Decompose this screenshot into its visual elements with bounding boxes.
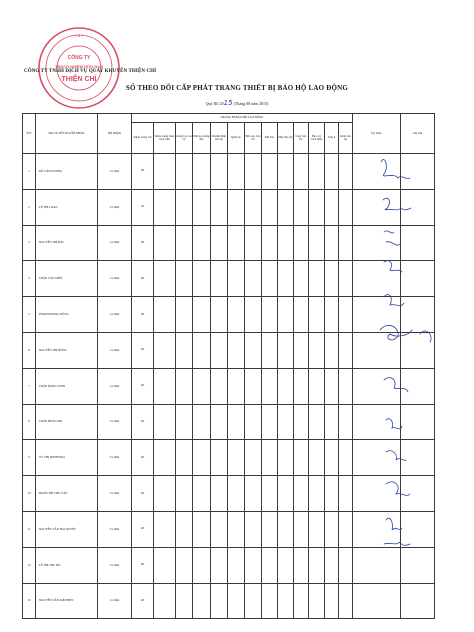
ppe-cell [262,511,278,547]
ppe-cell [245,225,262,261]
col-header: Khẩu trang than hoạt tính [154,123,176,154]
col-header: Bao tay cách điện [309,123,325,154]
row-number: 12 [23,547,36,583]
ppe-cell [154,547,176,583]
ppe-cell [278,189,294,225]
ppe-cell [278,476,294,512]
period-suffix: (Tháng 08 năm 2015) [233,101,269,106]
row-number: 6 [23,332,36,368]
ppe-cell [294,440,309,476]
ppe-cell [245,476,262,512]
signature-cell [353,511,401,547]
col-header: Mặt nạ phòng độc [193,123,211,154]
employee-name: ĐỖ VĂN DƯƠNG [36,154,98,190]
ppe-cell [294,154,309,190]
svg-text:TRÁCH NHIỆM HỮU HẠN: TRÁCH NHIỆM HỮU HẠN [55,64,103,69]
ppe-cell [228,583,245,619]
note-cell [401,297,435,333]
department: Cơ điện [98,368,132,404]
ppe-cell [325,476,339,512]
ppe-cell [211,404,228,440]
ppe-cell [294,511,309,547]
ppe-cell [262,547,278,583]
ppe-cell [294,547,309,583]
table-row [23,332,435,368]
ppe-cell [325,261,339,297]
ppe-cell [278,440,294,476]
col-header: STT [23,114,36,154]
ppe-cell [325,547,339,583]
ppe-cell [309,404,325,440]
note-cell [401,511,435,547]
table-row [23,440,435,476]
ppe-cell [339,332,353,368]
mask-quantity: 10 [132,189,154,225]
ppe-cell [278,332,294,368]
ppe-cell [193,368,211,404]
svg-text:• 0 •: • 0 • [75,33,83,38]
ppe-cell [211,440,228,476]
note-cell [401,154,435,190]
mask-quantity: 20 [132,511,154,547]
employee-name: NGUYỄN VĂN HẢI QUYẾT [36,511,98,547]
ppe-cell [262,332,278,368]
row-number: 5 [23,297,36,333]
ppe-cell [154,297,176,333]
ppe-cell [228,261,245,297]
ppe-cell [309,547,325,583]
signature-cell [353,440,401,476]
ppe-cell [228,440,245,476]
ppe-cell [176,404,193,440]
period-prefix: Quý III/ 20 [205,101,224,106]
ppe-cell [245,261,262,297]
department: Cơ điện [98,261,132,297]
seal-line-1: CÔNG TY [67,55,91,61]
ppe-cell [325,440,339,476]
employee-name: ĐOÀN THỊ THU VÂN [36,476,98,512]
ppe-cell [262,225,278,261]
table-row [23,154,435,190]
department: Cơ điện [98,404,132,440]
row-number: 13 [23,583,36,619]
ppe-cell [262,404,278,440]
group-header: TRANG BỊ BẢO HỘ LAO ĐỘNG [132,114,353,123]
ppe-cell [176,332,193,368]
ppe-cell [339,225,353,261]
ppe-cell [193,225,211,261]
ppe-cell [278,583,294,619]
ppe-cell [245,154,262,190]
ppe-cell [193,511,211,547]
table-row [23,261,435,297]
ppe-cell [211,189,228,225]
ppe-cell [278,511,294,547]
signature-cell [353,261,401,297]
col-header: Khánh hình bảo hộ [211,123,228,154]
mask-quantity: 20 [132,404,154,440]
employee-name: VŨ THỊ MINH HOA [36,440,98,476]
ppe-cell [309,297,325,333]
ppe-cell [339,547,353,583]
row-number: 10 [23,476,36,512]
ppe-cell [309,440,325,476]
col-header: Giày bảo hộ [294,123,309,154]
ppe-cell [262,154,278,190]
ppe-cell [154,440,176,476]
ppe-cell [245,404,262,440]
mask-quantity: 20 [132,297,154,333]
ppe-cell [339,189,353,225]
ppe-cell [228,297,245,333]
col-header: Quần áo [228,123,245,154]
ppe-cell [211,332,228,368]
ppe-cell [339,297,353,333]
ppe-cell [339,511,353,547]
ppe-cell [228,476,245,512]
table-row [23,476,435,512]
ppe-cell [294,261,309,297]
ppe-cell [176,225,193,261]
table-row [23,189,435,225]
ppe-cell [245,511,262,547]
ppe-cell [262,368,278,404]
col-header: Găng tay cao su [176,123,193,154]
col-header: Kính bảo hộ [339,123,353,154]
mask-quantity: 20 [132,583,154,619]
ppe-cell [309,189,325,225]
ppe-cell [211,476,228,512]
employee-name: NGUYỄN VĂN KIM HIỀN [36,583,98,619]
ppe-cell [211,547,228,583]
ppe-cell [193,476,211,512]
ppe-cell [154,476,176,512]
ppe-cell [325,583,339,619]
ppe-cell [325,368,339,404]
signature-cell [353,476,401,512]
ppe-cell [193,583,211,619]
ppe-cell [228,332,245,368]
ppe-cell [245,547,262,583]
row-number: 11 [23,511,36,547]
signature-cell [353,368,401,404]
ppe-cell [294,189,309,225]
ppe-cell [193,154,211,190]
note-cell [401,261,435,297]
ppe-cell [228,225,245,261]
employee-name: NGUYỄN THỊ HẢI [36,225,98,261]
department: Cơ điện [98,547,132,583]
ppe-cell [193,404,211,440]
ppe-cell [278,261,294,297]
ppe-cell [339,261,353,297]
ppe-cell [339,440,353,476]
col-header: Khẩu trang vải [132,123,154,154]
ppe-cell [245,189,262,225]
note-cell [401,332,435,368]
row-number: 9 [23,440,36,476]
table-row [23,225,435,261]
department: Cơ điện [98,332,132,368]
mask-quantity: 20 [132,261,154,297]
ppe-cell [245,583,262,619]
ppe-cell [228,368,245,404]
col-header: Mũ bảo [262,123,278,154]
ppe-cell [245,440,262,476]
employee-name: TRẦN VĂN GIÊN [36,261,98,297]
ppe-cell [294,368,309,404]
ppe-cell [262,297,278,333]
ppe-cell [278,225,294,261]
ppe-cell [154,332,176,368]
table-row [23,583,435,619]
signature-cell [353,404,401,440]
ppe-cell [228,511,245,547]
note-cell [401,404,435,440]
ppe-cell [193,297,211,333]
ppe-cell [193,332,211,368]
ppe-cell [193,189,211,225]
employee-name: LÊ THỊ LOAN [36,189,98,225]
ppe-cell [193,261,211,297]
ppe-cell [278,368,294,404]
note-cell [401,440,435,476]
reporting-period [0,99,474,107]
ppe-cell [245,332,262,368]
ppe-cell [211,154,228,190]
ppe-cell [339,583,353,619]
ppe-cell [228,404,245,440]
ppe-cell [325,154,339,190]
ppe-cell [309,225,325,261]
ppe-cell [262,583,278,619]
employee-name: NGUYỄN THỊ HỒNG [36,332,98,368]
ppe-cell [325,332,339,368]
ppe-cell [154,261,176,297]
mask-quantity: 20 [132,547,154,583]
ppe-cell [176,154,193,190]
ppe-cell [245,297,262,333]
col-header: Bảo tay, bảo tai [245,123,262,154]
department: Cơ điện [98,511,132,547]
ppe-cell [278,297,294,333]
ppe-cell [309,332,325,368]
ppe-cell [176,476,193,512]
period-year-handwritten: 15 [223,99,233,107]
table-row [23,368,435,404]
mask-quantity: 20 [132,332,154,368]
ppe-cell [154,154,176,190]
ppe-cell [228,547,245,583]
company-name: CÔNG TY TNHH DỊCH VỤ QUAY KHUYẾN THIỆN CHÍ [24,69,157,74]
mask-quantity: 20 [132,154,154,190]
signature-cell [353,154,401,190]
ppe-cell [294,225,309,261]
row-number: 4 [23,261,36,297]
ppe-cell [309,583,325,619]
ppe-cell [309,511,325,547]
signature-cell [353,583,401,619]
ppe-cell [154,511,176,547]
ppe-cell [294,583,309,619]
ppe-issue-table [22,113,435,619]
signature-cell [353,547,401,583]
department: Cơ điện [98,154,132,190]
note-cell [401,476,435,512]
ppe-cell [211,583,228,619]
ppe-cell [278,547,294,583]
mask-quantity: 20 [132,476,154,512]
ppe-cell [228,189,245,225]
ppe-cell [176,511,193,547]
ppe-cell [309,476,325,512]
col-header: Ký nhận [353,114,401,154]
employee-name: LÊ THỊ THU HÀ [36,547,98,583]
ppe-cell [325,225,339,261]
ppe-cell [176,583,193,619]
note-cell [401,583,435,619]
row-number: 1 [23,154,36,190]
department: Cơ điện [98,440,132,476]
table-row [23,511,435,547]
ppe-cell [176,368,193,404]
row-number: 2 [23,189,36,225]
signature-cell [353,189,401,225]
ppe-cell [278,154,294,190]
document-title: SỔ THEO DÕI CẤP PHÁT TRANG THIẾT BỊ BẢO HỘ LAO ĐỘNG [125,84,349,92]
ppe-cell [211,261,228,297]
ppe-cell [176,261,193,297]
ppe-cell [294,476,309,512]
ppe-cell [309,154,325,190]
table-row [23,547,435,583]
signature-cell [353,332,401,368]
department: Cơ điện [98,583,132,619]
ppe-cell [309,261,325,297]
ppe-cell [262,476,278,512]
ppe-cell [325,297,339,333]
table-row [23,297,435,333]
ppe-cell [262,440,278,476]
department: Cơ điện [98,225,132,261]
signature-cell [353,297,401,333]
row-number: 8 [23,404,36,440]
ppe-cell [154,404,176,440]
note-cell [401,547,435,583]
svg-text:THIỆN CHÍ: THIỆN CHÍ [61,76,97,83]
ppe-cell [294,404,309,440]
row-number: 7 [23,368,36,404]
ppe-cell [211,297,228,333]
ppe-cell [339,476,353,512]
ppe-cell [339,404,353,440]
mask-quantity: 20 [132,225,154,261]
col-header: HỌ VÀ TÊN NGƯỜI NHẬN [36,114,98,154]
ppe-cell [245,368,262,404]
employee-name: PHẠM HOÀNG DŨNG [36,297,98,333]
ppe-cell [193,547,211,583]
ppe-cell [154,368,176,404]
ppe-cell [294,297,309,333]
ppe-cell [211,368,228,404]
ppe-cell [325,511,339,547]
col-header: Ghi chú [401,114,435,154]
ppe-cell [176,297,193,333]
ppe-cell [211,511,228,547]
ppe-cell [262,261,278,297]
ppe-cell [154,583,176,619]
ppe-cell [228,154,245,190]
mask-quantity: 20 [132,440,154,476]
ppe-cell [325,404,339,440]
signature-cell [353,225,401,261]
employee-name: TRẦN ĐĂNG VINH [36,368,98,404]
mask-quantity: 20 [132,368,154,404]
ppe-cell [176,440,193,476]
ppe-cell [339,368,353,404]
ppe-cell [211,225,228,261]
ppe-cell [339,154,353,190]
department: Cơ điện [98,297,132,333]
table-row [23,404,435,440]
ppe-cell [262,189,278,225]
ppe-cell [193,440,211,476]
ppe-cell [325,189,339,225]
department: Cơ điện [98,189,132,225]
ppe-cell [154,189,176,225]
ppe-cell [154,225,176,261]
ppe-cell [294,332,309,368]
note-cell [401,189,435,225]
row-number: 3 [23,225,36,261]
col-header: BỘ PHẬN [98,114,132,154]
ppe-cell [176,189,193,225]
col-header: Ủng ủ [325,123,339,154]
employee-name: TRẦN HÙNG PHI [36,404,98,440]
department: Cơ điện [98,476,132,512]
ppe-cell [176,547,193,583]
ppe-cell [278,404,294,440]
col-header: Dây lắp rắp [278,123,294,154]
note-cell [401,368,435,404]
note-cell [401,225,435,261]
ppe-cell [309,368,325,404]
